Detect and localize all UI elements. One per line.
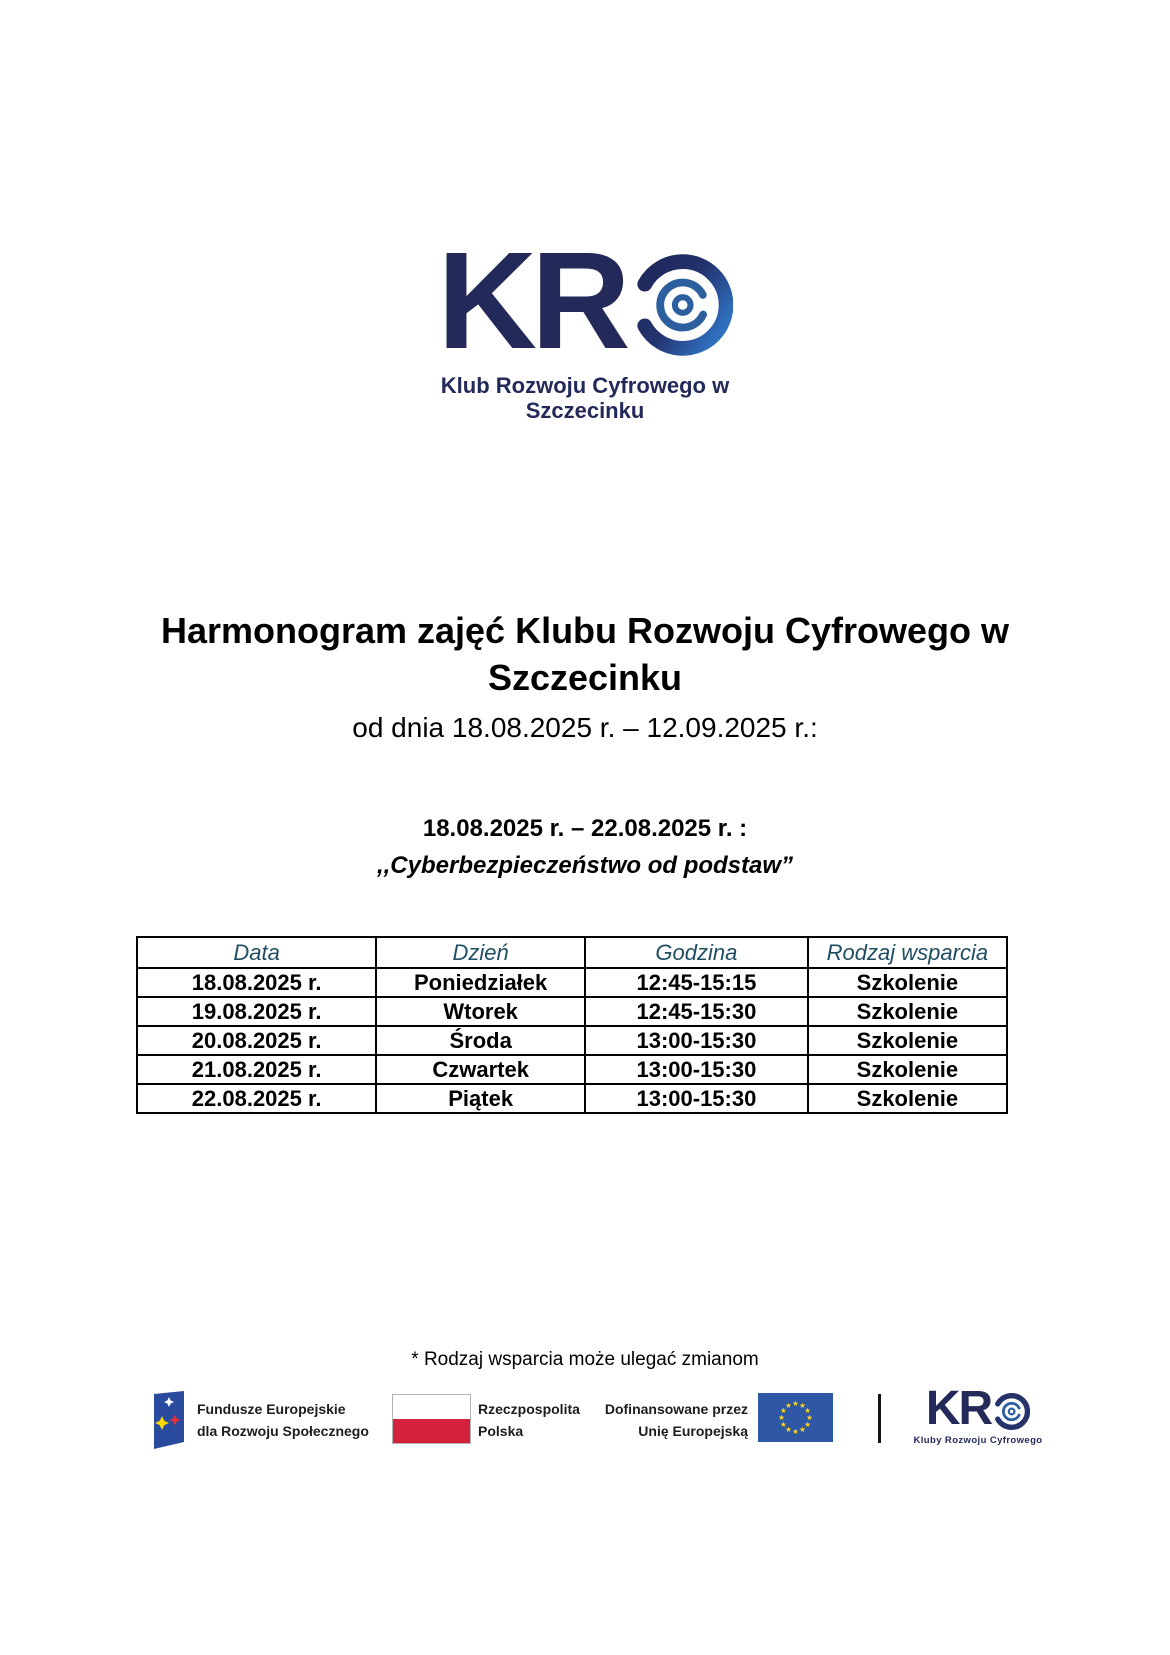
column-header-godzina: Godzina: [585, 937, 808, 968]
cell-time: 13:00-15:30: [585, 1055, 808, 1084]
svg-text:★: ★: [785, 1401, 792, 1410]
section-period: 18.08.2025 r. – 22.08.2025 r. :: [422, 815, 748, 842]
cell-support-type: Szkolenie: [808, 1084, 1007, 1113]
krc-footer-logo: [913, 1382, 1043, 1446]
svg-text:★: ★: [804, 1406, 811, 1416]
krc-wordmark: [437, 224, 732, 378]
table-row: [137, 1084, 1007, 1113]
cell-support-type: Szkolenie: [808, 968, 1007, 997]
table-row: [137, 968, 1007, 997]
schedule-table: [136, 936, 1008, 1114]
svg-text:★: ★: [792, 1427, 799, 1437]
svg-text:★: ★: [804, 1420, 811, 1430]
eu-funding-label: [560, 1398, 748, 1442]
cell-date: 19.08.2025 r.: [137, 997, 376, 1026]
cell-day: Czwartek: [376, 1055, 585, 1084]
table-row: [137, 997, 1007, 1026]
krc-footer-label: Kluby Rozwoju Cyfrowego: [913, 1435, 1043, 1446]
european-funds-label: [197, 1398, 369, 1442]
eu-funding-label-line1: Dofinansowane przez: [604, 1401, 748, 1417]
krc-c-swirl-icon: [629, 249, 733, 361]
svg-text:★: ★: [799, 1401, 806, 1410]
european-funds-label-line2: dla Rozwoju Społecznego: [197, 1423, 369, 1439]
poland-label-line2: Polska: [478, 1423, 524, 1439]
section-topic: ,,Cyberbezpieczeństwo od podstaw”: [376, 852, 794, 879]
svg-text:★: ★: [806, 1413, 813, 1423]
table-row: [137, 1026, 1007, 1055]
cell-support-type: Szkolenie: [808, 997, 1007, 1026]
footnote: * Rodzaj wsparcia może ulegać zmianom: [411, 1349, 759, 1370]
column-header-dzien: Dzień: [376, 937, 585, 968]
section-heading: [0, 810, 1170, 884]
cell-date: 22.08.2025 r.: [137, 1084, 376, 1113]
cell-support-type: Szkolenie: [808, 1055, 1007, 1084]
european-funds-flag-icon: [153, 1391, 185, 1449]
european-funds-label-line1: Fundusze Europejskie: [197, 1401, 346, 1417]
cell-day: Wtorek: [376, 997, 585, 1026]
poland-label-line1: Rzeczpospolita: [478, 1401, 580, 1417]
krc-logo: [0, 224, 1170, 423]
cell-date: 21.08.2025 r.: [137, 1055, 376, 1084]
svg-text:★: ★: [778, 1413, 785, 1423]
cell-time: 13:00-15:30: [585, 1026, 808, 1055]
krc-footer-wordmark: [925, 1382, 1030, 1435]
cell-time: 12:45-15:15: [585, 968, 808, 997]
cell-day: Piątek: [376, 1084, 585, 1113]
table-header-row: [137, 937, 1007, 968]
cell-time: 13:00-15:30: [585, 1084, 808, 1113]
eu-flag-icon: [758, 1393, 833, 1442]
cell-time: 12:45-15:30: [585, 997, 808, 1026]
svg-text:★: ★: [799, 1425, 806, 1435]
cell-day: Poniedziałek: [376, 968, 585, 997]
cell-date: 18.08.2025 r.: [137, 968, 376, 997]
krc-footer-c-swirl-icon: [992, 1391, 1030, 1432]
cell-support-type: Szkolenie: [808, 1026, 1007, 1055]
krc-logo-subtitle-line2: Szczecinku: [525, 398, 645, 423]
svg-text:★: ★: [785, 1425, 792, 1435]
svg-text:★: ★: [780, 1420, 787, 1430]
krc-logo-subtitle: [441, 373, 729, 423]
cell-date: 20.08.2025 r.: [137, 1026, 376, 1055]
eu-funding-label-line2: Unię Europejską: [638, 1423, 748, 1439]
date-range: od dnia 18.08.2025 r. – 12.09.2025 r.:: [352, 712, 818, 743]
krc-footer-wordmark-letters: KR: [925, 1382, 992, 1435]
krc-wordmark-letters: KR: [437, 224, 625, 378]
page-title: [0, 607, 1170, 701]
svg-text:★: ★: [792, 1399, 799, 1409]
cell-day: Środa: [376, 1026, 585, 1055]
page-title-line1: Harmonogram zajęć Klubu Rozwoju Cyfrowego w: [160, 610, 1010, 651]
footer-separator: [878, 1394, 881, 1443]
krc-logo-subtitle-line1: Klub Rozwoju Cyfrowego w: [440, 373, 730, 398]
table-row: [137, 1055, 1007, 1084]
poland-flag-icon: [393, 1395, 470, 1443]
svg-text:★: ★: [780, 1406, 787, 1416]
page-title-line2: Szczecinku: [487, 657, 683, 698]
column-header-data: Data: [137, 937, 376, 968]
column-header-rodzaj-wsparcia: Rodzaj wsparcia: [808, 937, 1007, 968]
